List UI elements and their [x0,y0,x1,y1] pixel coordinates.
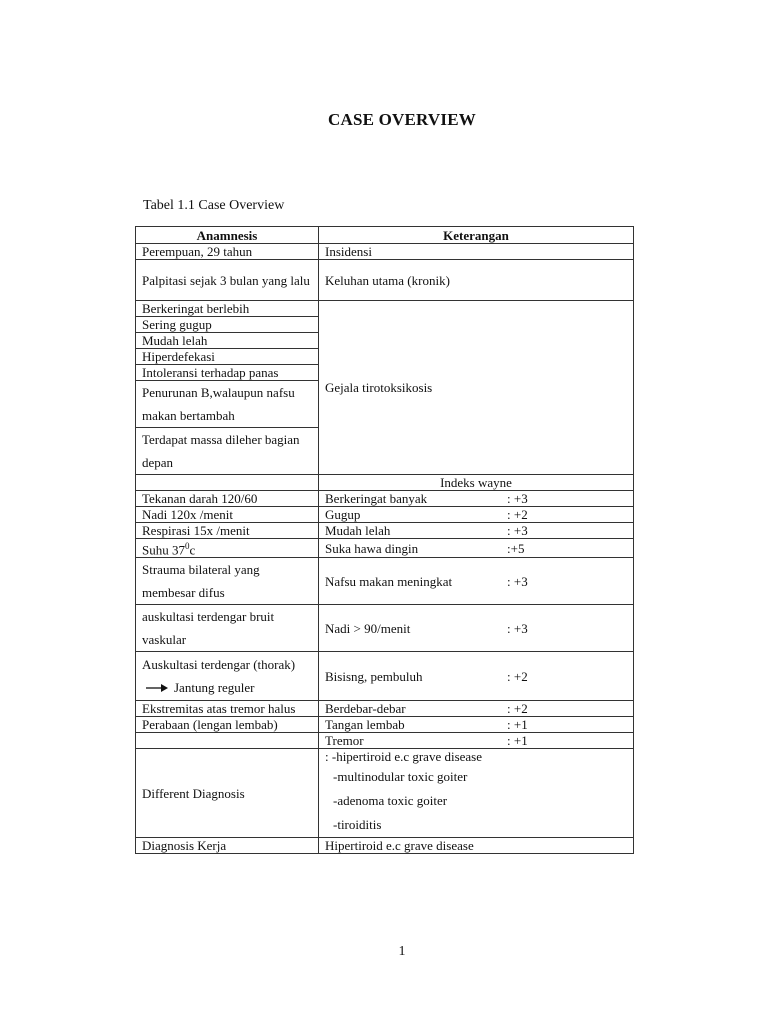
anamnesis-cell [136,652,319,701]
differential-diagnosis-list [319,749,634,838]
dd-item: -adenoma toxic goiter [333,793,448,809]
anamnesis-cell: Ekstremitas atas tremor halus [136,701,319,717]
symptom-cell: Berkeringat berlebih [136,301,319,317]
anamnesis-cell: Different Diagnosis [136,749,319,838]
anamnesis-cell: Diagnosis Kerja [136,838,319,854]
wayne-score: :+5 [507,540,525,556]
anamnesis-cell: Respirasi 15x /menit [136,523,319,539]
wayne-score: : +1 [507,733,528,749]
document-title: CASE OVERVIEW [328,110,476,129]
wayne-cell [319,539,634,558]
wayne-item: Tremor [325,733,364,749]
anamnesis-cell: Palpitasi sejak 3 bulan yang lalu [136,260,319,301]
page-number: 1 [398,944,406,959]
anamnesis-cell [136,539,319,558]
wayne-cell [319,605,634,652]
table-row [136,558,634,605]
table-row [136,717,634,733]
temp-unit: c [189,542,196,558]
header-anamnesis: Anamnesis [136,227,319,244]
wayne-item: Gugup [325,507,361,522]
arrow-right-icon [146,676,168,699]
wayne-cell [319,523,634,539]
symptom-cell: Sering gugup [136,317,319,333]
keterangan-cell: Insidensi [319,244,634,260]
symptom-cell: Hiperdefekasi [136,349,319,365]
anamnesis-cell: Perabaan (lengan lembab) [136,717,319,733]
wayne-score: : +1 [507,717,528,733]
wayne-cell [319,507,634,523]
table-row [136,507,634,523]
dd-item: : -hipertiroid e.c grave disease [325,749,483,765]
wayne-score: : +2 [507,668,528,684]
wayne-item: Berkeringat banyak [325,491,428,506]
table-header-row [136,227,634,244]
wayne-index-header: Indeks wayne [319,475,634,491]
wayne-score: : +3 [507,573,528,589]
anamnesis-cell: Nadi 120x /menit [136,507,319,523]
symptom-cell: Intoleransi terhadap panas [136,365,319,381]
table-caption: Tabel 1.1 Case Overview [143,198,285,213]
wayne-cell [319,733,634,749]
anamnesis-cell: Strauma bilateral yang membesar difus [136,558,319,605]
header-keterangan: Keterangan [319,227,634,244]
wayne-item: Tangan lembab [325,717,405,733]
jantung-text: Jantung reguler [174,680,255,696]
symptom-cell: Mudah lelah [136,333,319,349]
empty-cell [136,475,319,491]
wayne-item: Nafsu makan meningkat [325,573,453,589]
table-row [136,749,634,838]
wayne-score: : +2 [507,507,528,522]
table-row [136,523,634,539]
dd-item: -tiroiditis [333,817,382,833]
table-row [136,244,634,260]
wayne-cell [319,701,634,717]
table-row [136,491,634,507]
anamnesis-cell: Perempuan, 29 tahun [136,244,319,260]
temp-text: Suhu 37 [142,542,185,558]
table-row [136,260,634,301]
table-row [136,301,634,317]
keterangan-cell: Keluhan utama (kronik) [319,260,634,301]
wayne-score: : +3 [507,491,528,506]
auskultasi-text: Auskultasi terdengar (thorak) [142,657,296,673]
keterangan-cell: Hipertiroid e.c grave disease [319,838,634,854]
table-row [136,838,634,854]
anamnesis-cell: auskultasi terdengar bruit vaskular [136,605,319,652]
table-row [136,539,634,558]
table-row [136,475,634,491]
anamnesis-cell: Tekanan darah 120/60 [136,491,319,507]
wayne-cell [319,652,634,701]
wayne-item: Suka hawa dingin [325,540,419,556]
table-row [136,701,634,717]
wayne-item: Mudah lelah [325,523,391,538]
wayne-score: : +3 [507,620,528,636]
wayne-item: Berdebar-debar [325,701,406,717]
wayne-score: : +2 [507,701,528,717]
table-row [136,605,634,652]
anamnesis-cell [136,733,319,749]
case-overview-table [135,226,634,854]
wayne-cell [319,717,634,733]
table-row [136,733,634,749]
symptom-cell: Terdapat massa dileher bagian depan [136,428,319,475]
wayne-score: : +3 [507,523,528,538]
temp-degree: 0 [184,541,190,551]
symptom-cell: Penurunan B,walaupun nafsu makan bertambah [136,381,319,428]
symptom-group-cell: Gejala tirotoksikosis [319,301,634,475]
dd-item: -multinodular toxic goiter [333,769,468,785]
wayne-cell [319,491,634,507]
wayne-item: Bisisng, pembuluh [325,668,423,684]
table-row [136,652,634,701]
wayne-item: Nadi > 90/menit [325,620,411,636]
wayne-cell [319,558,634,605]
